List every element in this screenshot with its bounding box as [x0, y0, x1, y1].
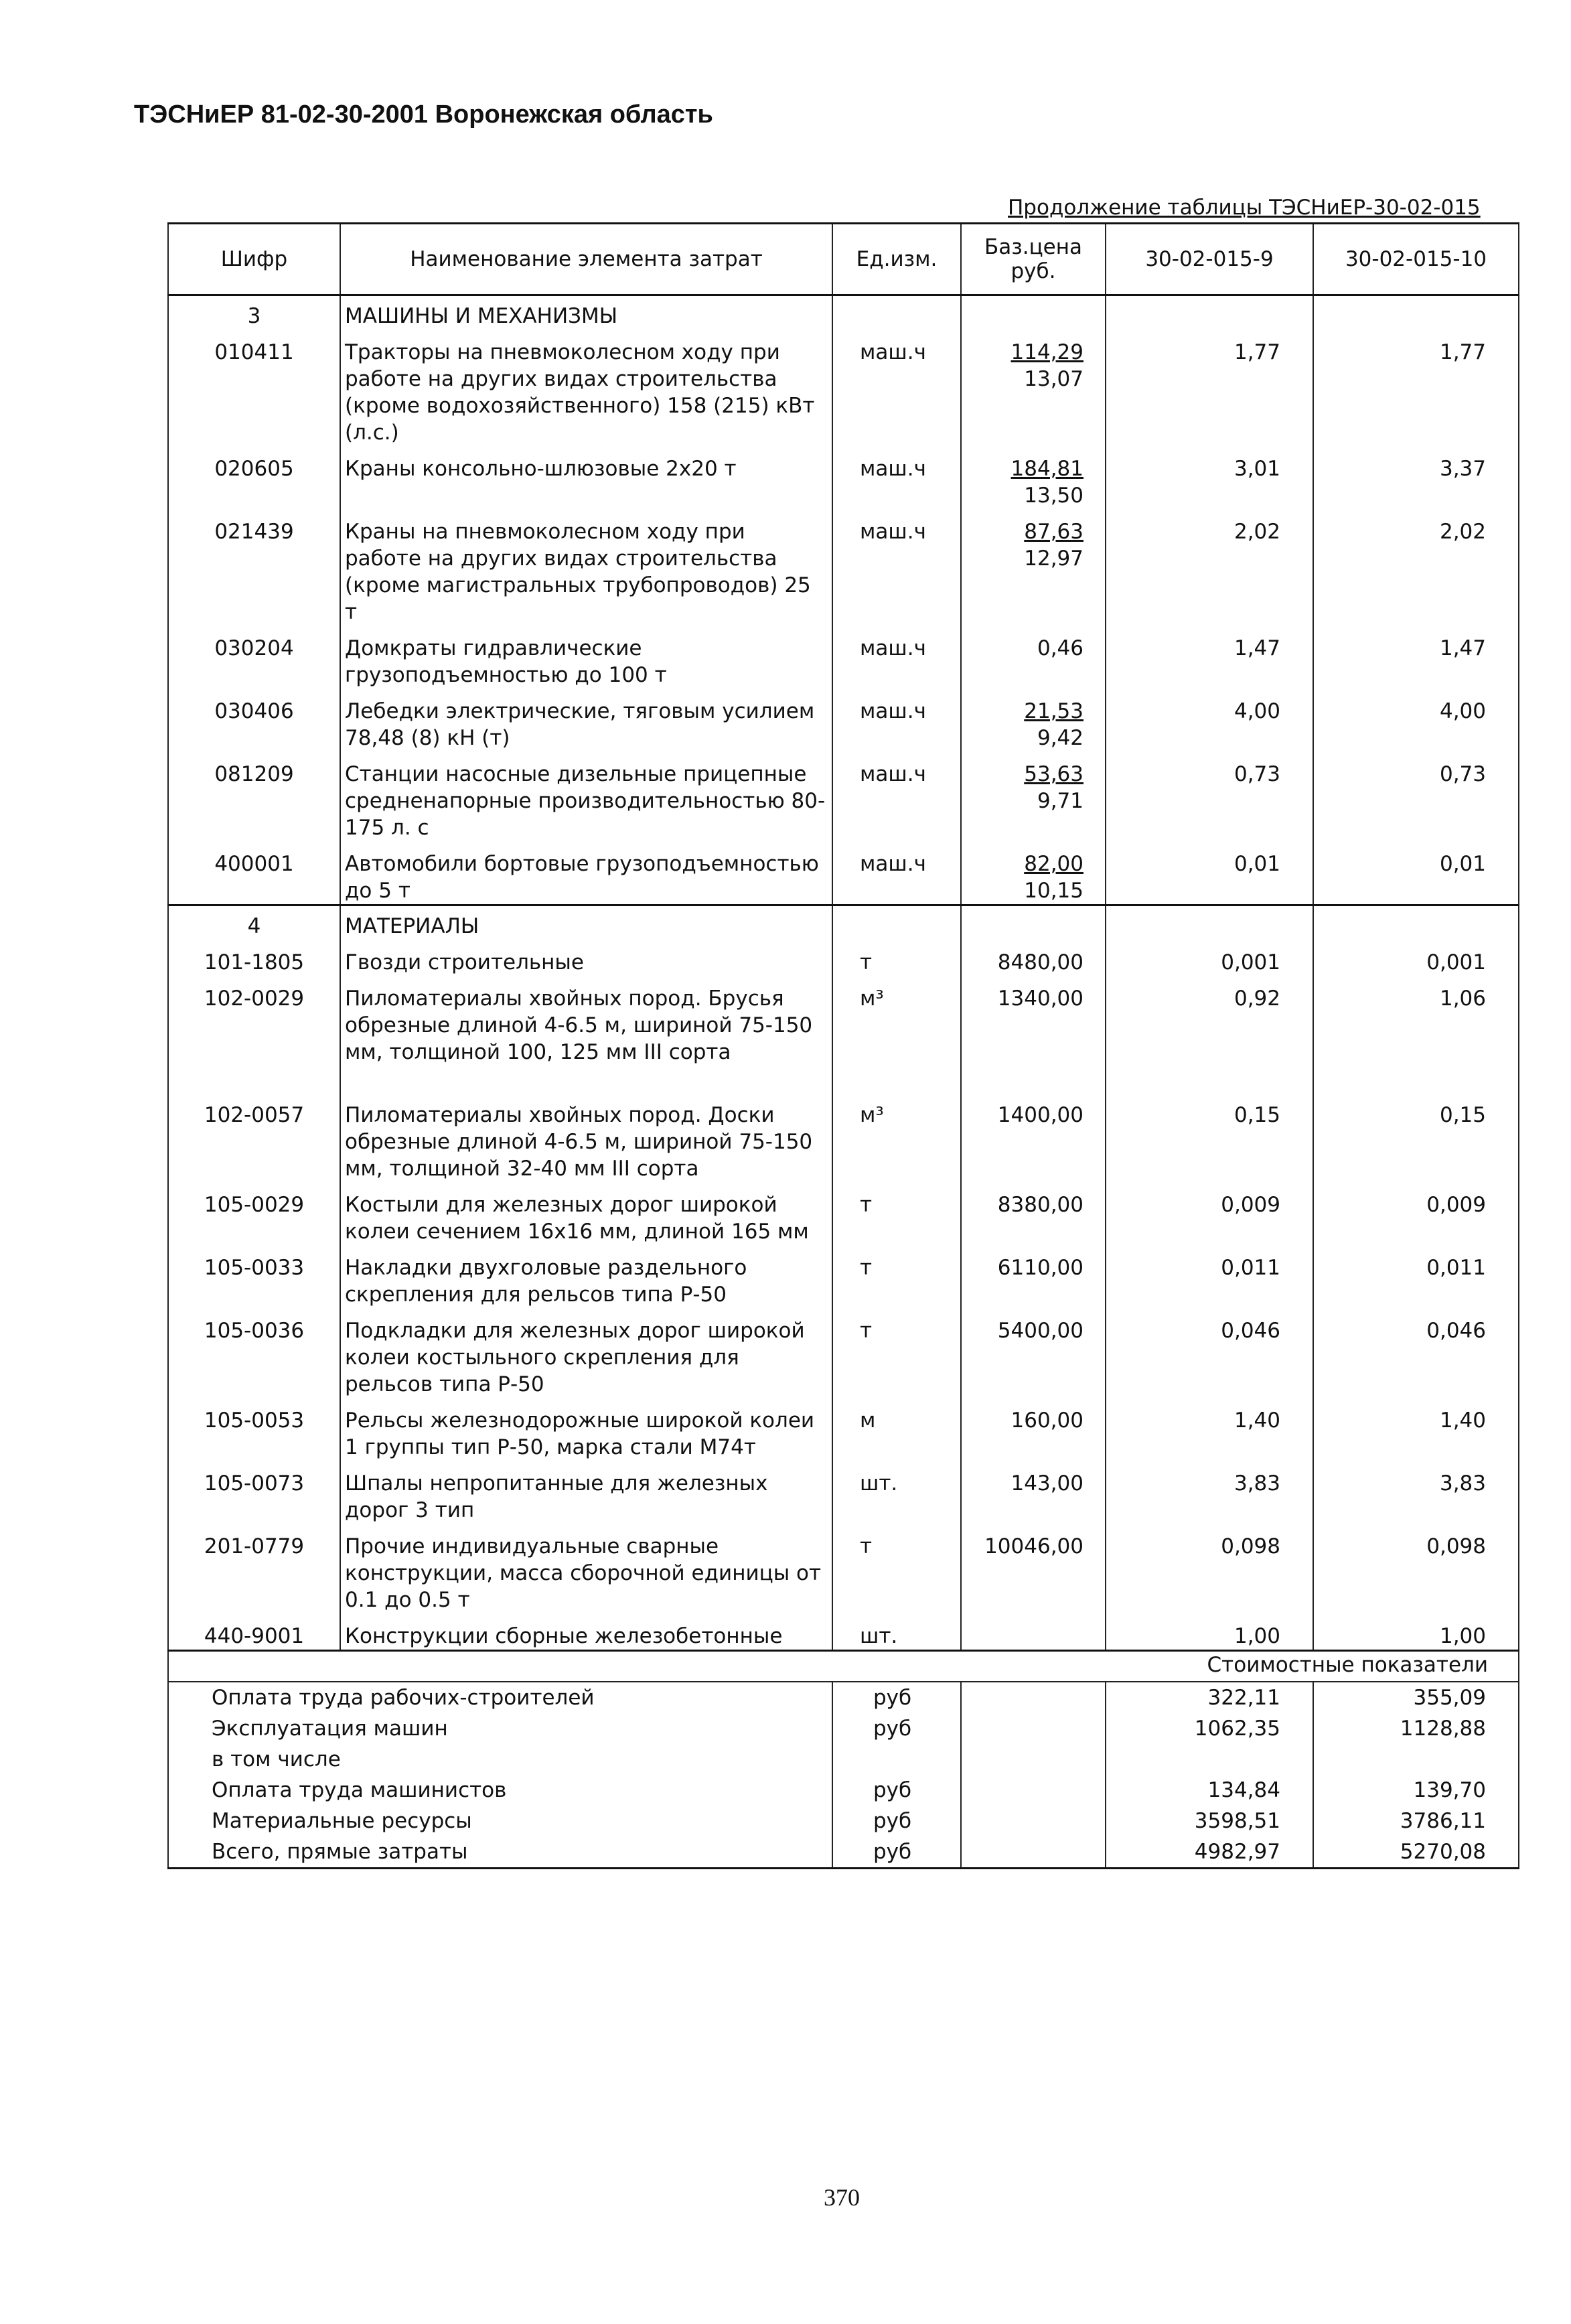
resource-name — [340, 1092, 832, 1182]
resource-price — [961, 1308, 1106, 1398]
value-col-9 — [1106, 1613, 1313, 1651]
value-col-9-text: 0,15 — [1233, 1103, 1280, 1127]
value-col-9-text: 0,01 — [1233, 852, 1280, 876]
table-continuation-note: Продолжение таблицы ТЭСНиЕР-30-02-015 — [1008, 196, 1481, 220]
resource-price-text: 8380,00 — [997, 1193, 1083, 1217]
resource-price-text: 5400,00 — [997, 1319, 1083, 1343]
resource-name — [340, 1245, 832, 1308]
total-value-col-10: 355,09 — [1313, 1682, 1519, 1713]
resource-name-text: Краны консольно-шлюзовые 2х20 т — [345, 457, 737, 481]
table-row — [168, 1398, 1519, 1461]
resource-unit — [832, 330, 961, 446]
resource-unit-text: м³ — [860, 1103, 884, 1127]
total-unit: руб — [832, 1713, 961, 1744]
value-col-9-text: 0,098 — [1221, 1534, 1280, 1558]
resource-unit — [832, 1524, 961, 1613]
value-col-10 — [1313, 509, 1519, 626]
section-title-text: МАТЕРИАЛЫ — [345, 914, 479, 938]
resource-price — [961, 1245, 1106, 1308]
table-row — [168, 688, 1519, 751]
resource-price-text: 1400,00 — [997, 1103, 1083, 1127]
value-col-9 — [1106, 330, 1313, 446]
resource-code-text: 030406 — [214, 699, 294, 723]
value-col-9 — [1106, 841, 1313, 905]
empty-cell — [340, 1066, 832, 1092]
resource-code-text: 102-0057 — [204, 1103, 305, 1127]
resource-name — [340, 1613, 832, 1651]
empty-cell — [1106, 905, 1313, 940]
value-col-10 — [1313, 626, 1519, 688]
resource-code-text: 105-0073 — [204, 1471, 305, 1496]
resource-unit — [832, 1182, 961, 1245]
resource-price-text: 1340,00 — [997, 987, 1083, 1011]
resource-price — [961, 330, 1106, 446]
price-main: 184,81 — [1011, 457, 1083, 481]
resource-name-text: Станции насосные дизельные прицепные средненапорные производительностью 80-175 л. с — [345, 762, 826, 840]
resource-name — [340, 1524, 832, 1613]
total-unit — [832, 1744, 961, 1775]
resource-price-text: 143,00 — [1011, 1471, 1083, 1496]
resource-price-text: 10046,00 — [984, 1534, 1083, 1558]
resource-unit-text: м — [860, 1408, 876, 1433]
resource-unit-text: т — [860, 1193, 873, 1217]
table-row — [168, 509, 1519, 626]
resource-code — [168, 976, 340, 1066]
value-col-10 — [1313, 976, 1519, 1066]
price-main: 114,29 — [1011, 340, 1083, 364]
resource-unit — [832, 1092, 961, 1182]
table-row — [168, 1182, 1519, 1245]
resource-price — [961, 1182, 1106, 1245]
value-col-10-text: 1,06 — [1439, 987, 1486, 1011]
resource-name-text: Домкраты гидравлические грузоподъемностью до 100 т — [345, 636, 667, 687]
resource-price-text: 160,00 — [1011, 1408, 1083, 1433]
cost-indicators-label: Стоимостные показатели — [168, 1651, 1519, 1682]
value-col-10-text: 0,009 — [1426, 1193, 1486, 1217]
empty-cell — [961, 1066, 1106, 1092]
resource-name-text: Прочие индивидуальные сварные конструкции, масса сборочной единицы от 0.1 до 0.5 т — [345, 1534, 822, 1612]
resource-code-text: 081209 — [214, 762, 294, 786]
resource-price — [961, 940, 1106, 976]
total-value-col-10 — [1313, 1744, 1519, 1775]
value-col-9-text: 0,011 — [1221, 1256, 1280, 1280]
price-main: 53,63 — [1024, 762, 1083, 786]
resource-name — [340, 1308, 832, 1398]
value-col-10-text: 1,40 — [1439, 1408, 1486, 1433]
value-col-9-text: 0,73 — [1233, 762, 1280, 786]
resource-name-text: Подкладки для железных дорог широкой колеи костыльного скрепления для рельсов типа Р-50 — [345, 1319, 805, 1396]
resource-unit — [832, 1613, 961, 1651]
value-col-9 — [1106, 626, 1313, 688]
resource-name-text: Пиломатериалы хвойных пород. Доски обрезные длиной 4-6.5 м, шириной 75-150 мм, толщиной 32-40 мм III сорта — [345, 1103, 813, 1181]
resource-unit-text: маш.ч — [860, 852, 926, 876]
section-number — [168, 905, 340, 940]
value-col-10 — [1313, 1245, 1519, 1308]
resource-name — [340, 446, 832, 509]
resource-table — [167, 222, 1519, 1869]
value-col-10-text: 2,02 — [1439, 520, 1486, 544]
value-col-10-text: 3,37 — [1439, 457, 1486, 481]
table-row — [168, 330, 1519, 446]
value-col-9 — [1106, 1398, 1313, 1461]
value-col-10 — [1313, 1613, 1519, 1651]
resource-name — [340, 330, 832, 446]
header-col-9: 30-02-015-9 — [1106, 224, 1313, 295]
total-label: Всего, прямые затраты — [168, 1836, 832, 1869]
value-col-9-text: 3,01 — [1233, 457, 1280, 481]
resource-price — [961, 1092, 1106, 1182]
total-value-col-10: 139,70 — [1313, 1775, 1519, 1806]
total-value-col-10: 3786,11 — [1313, 1806, 1519, 1836]
value-col-9-text: 3,83 — [1233, 1471, 1280, 1496]
resource-unit-text: маш.ч — [860, 457, 926, 481]
header-code: Шифр — [168, 224, 340, 295]
resource-price — [961, 751, 1106, 841]
resource-name-text: Шпалы непропитанные для железных дорог 3 тип — [345, 1471, 768, 1522]
resource-code-text: 105-0033 — [204, 1256, 305, 1280]
resource-code — [168, 1461, 340, 1524]
resource-unit — [832, 688, 961, 751]
total-label: в том числе — [168, 1744, 832, 1775]
value-col-9 — [1106, 1092, 1313, 1182]
empty-cell — [961, 1713, 1106, 1744]
resource-name — [340, 626, 832, 688]
total-unit: руб — [832, 1836, 961, 1869]
table-row — [168, 940, 1519, 976]
section-title: МАШИНЫ И МЕХАНИЗМЫ — [340, 295, 832, 330]
value-col-9 — [1106, 1308, 1313, 1398]
resource-price — [961, 841, 1106, 905]
resource-code — [168, 330, 340, 446]
price-main: 82,00 — [1024, 852, 1083, 876]
value-col-9-text: 0,009 — [1221, 1193, 1280, 1217]
value-col-9 — [1106, 446, 1313, 509]
total-value-col-10: 1128,88 — [1313, 1713, 1519, 1744]
resource-code — [168, 841, 340, 905]
section-number: 3 — [168, 295, 340, 330]
table-row — [168, 1613, 1519, 1651]
section-number-text: 4 — [247, 914, 261, 938]
value-col-9 — [1106, 976, 1313, 1066]
total-unit: руб — [832, 1806, 961, 1836]
value-col-9 — [1106, 751, 1313, 841]
value-col-9-text: 1,40 — [1233, 1408, 1280, 1433]
resource-code — [168, 1398, 340, 1461]
resource-unit — [832, 626, 961, 688]
price-operator-wage: 13,07 — [1024, 367, 1083, 391]
empty-cell — [961, 1744, 1106, 1775]
table-row — [168, 446, 1519, 509]
total-value-col-9: 1062,35 — [1106, 1713, 1313, 1744]
total-row — [168, 1775, 1519, 1806]
resource-name — [340, 509, 832, 626]
value-col-10-text: 1,00 — [1439, 1624, 1486, 1648]
resource-code-text: 030204 — [214, 636, 294, 660]
empty-cell — [832, 905, 961, 940]
section-materials-row — [168, 905, 1519, 940]
value-col-10 — [1313, 688, 1519, 751]
value-col-10 — [1313, 1524, 1519, 1613]
total-unit: руб — [832, 1775, 961, 1806]
table-row — [168, 1245, 1519, 1308]
resource-name-text: Конструкции сборные железобетонные — [345, 1624, 783, 1648]
resource-code-text: 400001 — [214, 852, 294, 876]
value-col-10 — [1313, 1092, 1519, 1182]
resource-unit-text: т — [860, 1534, 873, 1558]
resource-name — [340, 751, 832, 841]
empty-cell — [961, 1775, 1106, 1806]
page-number: 370 — [824, 2184, 860, 2211]
resource-price-text: 6110,00 — [997, 1256, 1083, 1280]
value-col-10 — [1313, 1308, 1519, 1398]
value-col-10-text: 1,77 — [1439, 340, 1486, 364]
resource-code — [168, 1182, 340, 1245]
value-col-10-text: 0,046 — [1426, 1319, 1486, 1343]
resource-price-text: 8480,00 — [997, 950, 1083, 974]
table-row — [168, 841, 1519, 905]
table-row — [168, 976, 1519, 1066]
resource-code-text: 021439 — [214, 520, 294, 544]
value-col-9-text: 4,00 — [1233, 699, 1280, 723]
value-col-10-text: 0,098 — [1426, 1534, 1486, 1558]
section-machines-row — [168, 295, 1519, 330]
resource-code-text: 010411 — [214, 340, 294, 364]
price-operator-wage: 9,71 — [1037, 789, 1083, 813]
value-col-9 — [1106, 940, 1313, 976]
resource-unit-text: маш.ч — [860, 520, 926, 544]
header-name: Наименование элемента затрат — [340, 224, 832, 295]
total-row — [168, 1744, 1519, 1775]
header-unit: Ед.изм. — [832, 224, 961, 295]
value-col-10-text: 4,00 — [1439, 699, 1486, 723]
resource-unit — [832, 446, 961, 509]
resource-price — [961, 1613, 1106, 1651]
total-row — [168, 1836, 1519, 1869]
total-row — [168, 1806, 1519, 1836]
value-col-9 — [1106, 1461, 1313, 1524]
value-col-9-text: 1,47 — [1233, 636, 1280, 660]
resource-name-text: Тракторы на пневмоколесном ходу при работе на других видах строительства (кроме водохозяйственного) 158 (215) кВт (л.с.) — [345, 340, 815, 445]
empty-cell — [961, 905, 1106, 940]
resource-name-text: Пиломатериалы хвойных пород. Брусья обрезные длиной 4-6.5 м, шириной 75-150 мм, толщиной 100, 125 мм III сорта — [345, 987, 813, 1064]
header-col-10: 30-02-015-10 — [1313, 224, 1519, 295]
resource-code-text: 105-0053 — [204, 1408, 305, 1433]
resource-unit — [832, 1461, 961, 1524]
value-col-10 — [1313, 940, 1519, 976]
value-col-10-text: 0,15 — [1439, 1103, 1486, 1127]
resource-unit-text: т — [860, 1319, 873, 1343]
value-col-10 — [1313, 1398, 1519, 1461]
value-col-9-text: 2,02 — [1233, 520, 1280, 544]
value-col-10-text: 0,001 — [1426, 950, 1486, 974]
resource-name-text: Краны на пневмоколесном ходу при работе на других видах строительства (кроме магистральных трубопроводов) 25 т — [345, 520, 811, 624]
empty-cell — [961, 1682, 1106, 1713]
price-operator-wage: 13,50 — [1024, 484, 1083, 508]
value-col-10 — [1313, 446, 1519, 509]
price-operator-wage: 10,15 — [1024, 879, 1083, 903]
empty-cell — [961, 1836, 1106, 1869]
resource-price — [961, 446, 1106, 509]
value-col-9 — [1106, 1182, 1313, 1245]
resource-code-text: 101-1805 — [204, 950, 305, 974]
resource-unit-text: шт. — [860, 1624, 898, 1648]
resource-code — [168, 751, 340, 841]
value-col-10-text: 0,011 — [1426, 1256, 1486, 1280]
resource-code-text: 102-0029 — [204, 987, 305, 1011]
resource-code — [168, 509, 340, 626]
resource-name-text: Гвозди строительные — [345, 950, 584, 974]
resource-unit-text: маш.ч — [860, 699, 926, 723]
total-value-col-9: 134,84 — [1106, 1775, 1313, 1806]
resource-price — [961, 626, 1106, 688]
resource-code — [168, 1092, 340, 1182]
table-header-row — [168, 224, 1519, 295]
resource-code — [168, 1245, 340, 1308]
resource-price — [961, 1524, 1106, 1613]
resource-code — [168, 1524, 340, 1613]
price-main: 0,46 — [1037, 636, 1083, 660]
resource-code — [168, 1308, 340, 1398]
table-row — [168, 1461, 1519, 1524]
resource-code-text: 440-9001 — [204, 1624, 305, 1648]
resource-name — [340, 1182, 832, 1245]
section-title — [340, 905, 832, 940]
total-label: Материальные ресурсы — [168, 1806, 832, 1836]
resource-unit-text: т — [860, 1256, 873, 1280]
resource-unit — [832, 509, 961, 626]
resource-code — [168, 626, 340, 688]
resource-unit — [832, 751, 961, 841]
resource-name-text: Лебедки электрические, тяговым усилием 78,48 (8) кН (т) — [345, 699, 815, 750]
resource-name-text: Рельсы железнодорожные широкой колеи 1 группы тип Р-50, марка стали М74т — [345, 1408, 815, 1459]
value-col-10-text: 0,73 — [1439, 762, 1486, 786]
resource-unit-text: маш.ч — [860, 636, 926, 660]
resource-unit — [832, 841, 961, 905]
price-main: 21,53 — [1024, 699, 1083, 723]
resource-name-text: Накладки двухголовые раздельного скрепления для рельсов типа Р-50 — [345, 1256, 747, 1307]
table-row — [168, 751, 1519, 841]
resource-code — [168, 446, 340, 509]
resource-unit-text: маш.ч — [860, 340, 926, 364]
empty-cell — [1106, 1066, 1313, 1092]
total-row — [168, 1713, 1519, 1744]
value-col-10-text: 3,83 — [1439, 1471, 1486, 1496]
value-col-9 — [1106, 509, 1313, 626]
spacer-row — [168, 1066, 1519, 1092]
value-col-10-text: 0,01 — [1439, 852, 1486, 876]
resource-name — [340, 688, 832, 751]
document-title: ТЭСНиЕР 81-02-30-2001 Воронежская область — [134, 100, 713, 129]
value-col-10 — [1313, 1461, 1519, 1524]
resource-name-text: Автомобили бортовые грузоподъемностью до 5 т — [345, 852, 819, 903]
resource-unit — [832, 1308, 961, 1398]
empty-cell — [1313, 905, 1519, 940]
resource-name — [340, 1461, 832, 1524]
resource-name-text: Костыли для железных дорог широкой колеи сечением 16х16 мм, длиной 165 мм — [345, 1193, 809, 1244]
total-label: Эксплуатация машин — [168, 1713, 832, 1744]
value-col-10 — [1313, 330, 1519, 446]
table-row — [168, 1524, 1519, 1613]
resource-name — [340, 976, 832, 1066]
resource-unit-text: маш.ч — [860, 762, 926, 786]
total-value-col-9 — [1106, 1744, 1313, 1775]
value-col-10 — [1313, 1182, 1519, 1245]
header-price — [961, 224, 1106, 295]
empty-cell — [832, 1066, 961, 1092]
resource-unit-text: шт. — [860, 1471, 898, 1496]
value-col-9-text: 0,001 — [1221, 950, 1280, 974]
resource-code — [168, 688, 340, 751]
value-col-9-text: 1,00 — [1233, 1624, 1280, 1648]
cost-indicators-row — [168, 1651, 1519, 1682]
value-col-10 — [1313, 751, 1519, 841]
header-price-line2: руб. — [1011, 259, 1056, 283]
header-price-line1: Баз.цена — [984, 235, 1083, 259]
resource-unit — [832, 940, 961, 976]
table-row — [168, 1308, 1519, 1398]
resource-price — [961, 1461, 1106, 1524]
resource-code-text: 201-0779 — [204, 1534, 305, 1558]
price-operator-wage: 12,97 — [1024, 547, 1083, 571]
value-col-10 — [1313, 841, 1519, 905]
resource-code — [168, 1613, 340, 1651]
resource-price — [961, 1398, 1106, 1461]
resource-unit — [832, 976, 961, 1066]
empty-cell — [961, 1806, 1106, 1836]
total-value-col-9: 3598,51 — [1106, 1806, 1313, 1836]
resource-unit — [832, 1398, 961, 1461]
empty-cell — [1313, 1066, 1519, 1092]
total-unit: руб — [832, 1682, 961, 1713]
value-col-9 — [1106, 1524, 1313, 1613]
total-value-col-9: 4982,97 — [1106, 1836, 1313, 1869]
total-value-col-10: 5270,08 — [1313, 1836, 1519, 1869]
resource-unit-text: т — [860, 950, 873, 974]
resource-code-text: 105-0036 — [204, 1319, 305, 1343]
resource-code-text: 105-0029 — [204, 1193, 305, 1217]
total-row — [168, 1682, 1519, 1713]
total-value-col-9: 322,11 — [1106, 1682, 1313, 1713]
empty-cell — [168, 1066, 340, 1092]
value-col-10-text: 1,47 — [1439, 636, 1486, 660]
resource-name — [340, 940, 832, 976]
total-label: Оплата труда машинистов — [168, 1775, 832, 1806]
price-operator-wage: 9,42 — [1037, 726, 1083, 750]
resource-name — [340, 841, 832, 905]
value-col-9 — [1106, 688, 1313, 751]
value-col-9-text: 0,92 — [1233, 987, 1280, 1011]
resource-unit — [832, 1245, 961, 1308]
table-row — [168, 1092, 1519, 1182]
total-label: Оплата труда рабочих-строителей — [168, 1682, 832, 1713]
resource-price — [961, 509, 1106, 626]
value-col-9 — [1106, 1245, 1313, 1308]
value-col-9-text: 1,77 — [1233, 340, 1280, 364]
resource-code-text: 020605 — [214, 457, 294, 481]
resource-unit-text: м³ — [860, 987, 884, 1011]
price-main: 87,63 — [1024, 520, 1083, 544]
resource-name — [340, 1398, 832, 1461]
resource-code — [168, 940, 340, 976]
resource-price — [961, 976, 1106, 1066]
resource-price — [961, 688, 1106, 751]
table-row — [168, 626, 1519, 688]
value-col-9-text: 0,046 — [1221, 1319, 1280, 1343]
